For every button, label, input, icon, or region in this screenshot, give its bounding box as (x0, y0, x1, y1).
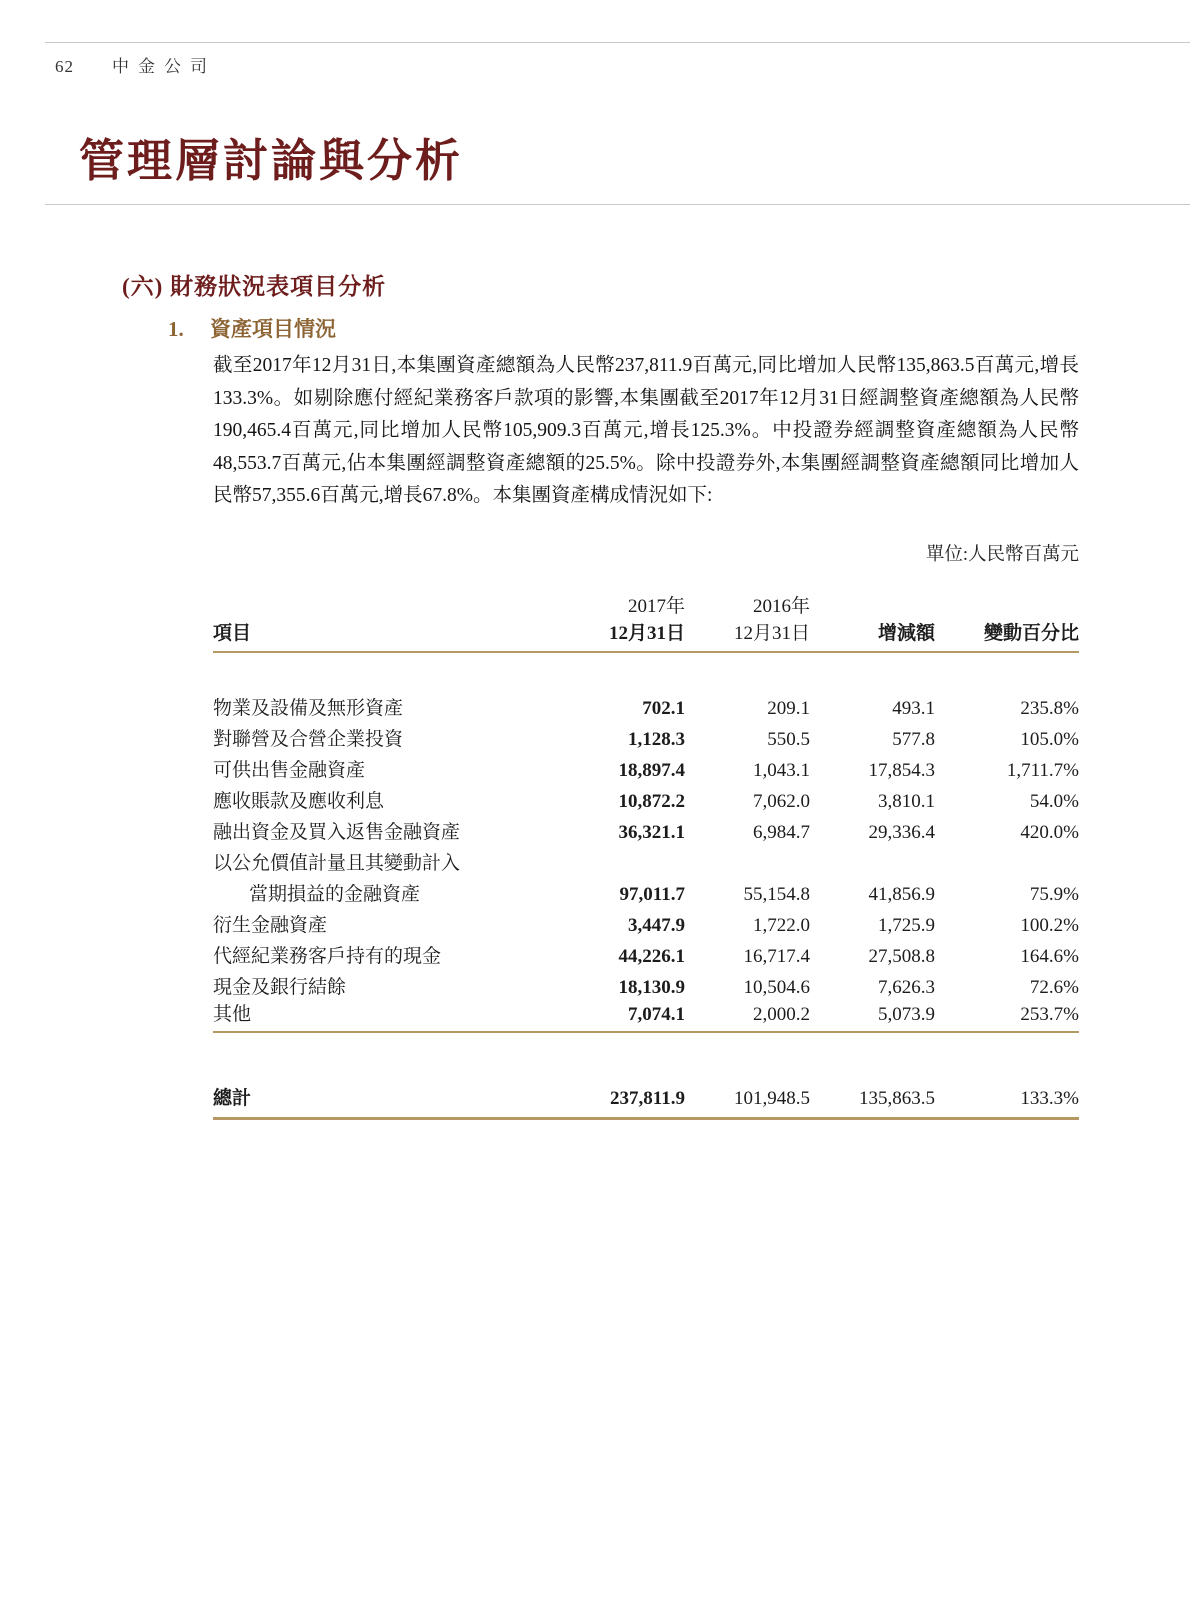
value-2017-cell: 1,128.3 (628, 729, 685, 750)
header-empty (213, 588, 493, 618)
header-item: 項目 (213, 618, 493, 652)
change-cell: 29,336.4 (868, 822, 935, 843)
item-cell: 當期損益的金融資產 (249, 884, 421, 905)
item-cell: 可供出售金融資產 (213, 760, 366, 781)
table-row (213, 751, 1079, 782)
value-2016-cell: 10,504.6 (743, 977, 810, 998)
spacer-row (213, 1032, 1079, 1078)
value-2016-cell: 2,000.2 (685, 999, 810, 1032)
pct-cell: 164.6% (1020, 946, 1079, 967)
pct-cell: 253.7% (935, 999, 1079, 1032)
change-cell: 577.8 (892, 729, 935, 750)
value-2017-cell: 3,447.9 (628, 915, 685, 936)
value-2017-cell: 10,872.2 (618, 791, 685, 812)
item-cell: 以公允價值計量且其變動計入 (213, 853, 461, 874)
pct-cell: 105.0% (1020, 729, 1079, 750)
total-row (213, 1078, 1079, 1118)
subsection-number: 1. (168, 317, 184, 341)
page-header (55, 52, 216, 77)
value-2016-cell: 16,717.4 (743, 946, 810, 967)
value-2016-cell: 55,154.8 (743, 884, 810, 905)
table-row (213, 937, 1079, 968)
table-row-label-only (213, 844, 1079, 875)
header-change: 增減額 (810, 618, 935, 652)
title-divider (45, 204, 1190, 205)
value-2017-cell: 702.1 (642, 698, 685, 719)
pct-cell: 100.2% (1020, 915, 1079, 936)
value-2016-cell (685, 844, 810, 875)
pct-cell (935, 844, 1079, 875)
table-row (213, 906, 1079, 937)
assets-table (213, 588, 1079, 1120)
header-empty (810, 588, 935, 618)
item-cell: 現金及銀行結餘 (213, 977, 347, 998)
pct-cell: 235.8% (1020, 698, 1079, 719)
change-cell: 41,856.9 (868, 884, 935, 905)
total-2017-cell: 237,811.9 (493, 1078, 685, 1118)
item-cell: 物業及設備及無形資產 (213, 698, 404, 719)
header-2016-year: 2016年 (752, 596, 810, 617)
value-2016-cell: 1,043.1 (753, 760, 810, 781)
table-row (213, 813, 1079, 844)
table-row (213, 875, 1079, 906)
item-cell: 其他 (213, 999, 493, 1032)
value-2017-cell (493, 844, 685, 875)
assets-table-body (213, 652, 1079, 1118)
item-cell: 衍生金融資產 (213, 915, 328, 936)
total-change-cell: 135,863.5 (810, 1078, 935, 1118)
header-label-row (213, 618, 1079, 652)
header-2017-date: 12月31日 (493, 618, 685, 652)
value-2017-cell: 44,226.1 (618, 946, 685, 967)
body-paragraph: 截至2017年12月31日,本集團資產總額為人民幣237,811.9百萬元,同比增加人民幣135,863.5百萬元,增長133.3%。如剔除應付經紀業務客戶款項的影響,本集團截至2017年12月31日經調整資產總額為人民幣190,465.4百萬元,同比增加人民幣105,909.3百萬元,增長125.3%。中投證券經調整資產總額為人民幣48,553.7百萬元,佔本集團經調整資產總額的25.5%。除中投證券外,本集團經調整資產總額同比增加人民幣57,355.6百萬元,增長67.8%。本集團資產構成情況如下: (213, 355, 1079, 507)
value-2016-cell: 7,062.0 (753, 791, 810, 812)
table-row (213, 720, 1079, 751)
assets-table-head (213, 588, 1079, 652)
item-cell: 對聯營及合營企業投資 (213, 729, 404, 750)
change-cell: 3,810.1 (878, 791, 935, 812)
value-2016-cell: 209.1 (767, 698, 810, 719)
item-cell: 應收賬款及應收利息 (213, 791, 385, 812)
header-2016-date: 12月31日 (685, 618, 810, 652)
table-row (213, 999, 1079, 1032)
page-number: 62 (55, 57, 74, 76)
value-2016-cell: 550.5 (767, 729, 810, 750)
value-2017-cell: 97,011.7 (619, 884, 685, 905)
total-label-cell: 總計 (213, 1078, 493, 1118)
subsection-title: 資產項目情況 (210, 317, 336, 341)
table-row (213, 968, 1079, 999)
value-2016-cell: 1,722.0 (753, 915, 810, 936)
pct-cell: 1,711.7% (1006, 760, 1079, 781)
section-heading: (六) 財務狀況表項目分析 (122, 274, 387, 299)
pct-cell: 75.9% (1029, 884, 1079, 905)
value-2017-cell: 18,897.4 (618, 760, 685, 781)
value-2016-cell: 6,984.7 (753, 822, 810, 843)
header-2017-year: 2017年 (627, 596, 685, 617)
total-2016-cell: 101,948.5 (685, 1078, 810, 1118)
change-cell: 7,626.3 (878, 977, 935, 998)
change-cell: 5,073.9 (810, 999, 935, 1032)
top-divider (45, 42, 1190, 43)
item-cell: 代經紀業務客戶持有的現金 (213, 946, 442, 967)
pct-cell: 72.6% (1029, 977, 1079, 998)
value-2017-cell: 36,321.1 (618, 822, 685, 843)
pct-cell: 420.0% (1020, 822, 1079, 843)
change-cell (810, 844, 935, 875)
item-cell: 融出資金及買入返售金融資產 (213, 822, 461, 843)
unit-label: 單位:人民幣百萬元 (925, 545, 1079, 565)
header-empty (935, 588, 1079, 618)
document-title: 管理層討論與分析 (79, 136, 464, 186)
table-row (213, 689, 1079, 720)
spacer-row (213, 652, 1079, 689)
value-2017-cell: 7,074.1 (493, 999, 685, 1032)
change-cell: 493.1 (892, 698, 935, 719)
subsection-heading (168, 313, 336, 343)
value-2017-cell: 18,130.9 (618, 977, 685, 998)
change-cell: 1,725.9 (878, 915, 935, 936)
header-year-row (213, 588, 1079, 618)
table-row (213, 782, 1079, 813)
pct-cell: 54.0% (1029, 791, 1079, 812)
assets-table-container (213, 588, 1079, 1120)
change-cell: 27,508.8 (868, 946, 935, 967)
change-cell: 17,854.3 (868, 760, 935, 781)
total-pct-cell: 133.3% (935, 1078, 1079, 1118)
header-pct: 變動百分比 (935, 618, 1079, 652)
company-name: 中金公司 (112, 57, 216, 76)
